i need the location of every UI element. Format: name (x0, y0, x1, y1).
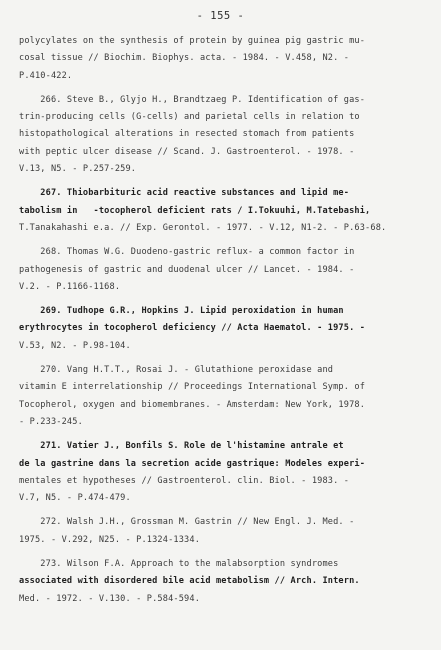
text-line: de la gastrine dans la secretion acide gastrique: Modeles experi- (19, 458, 366, 469)
reference-272-line: 272. Walsh J.H., Grossman M. Gastrin // New Engl. J. Med. - (19, 517, 355, 528)
text-line: Med. - 1972. - V.130. - P.584-594. (19, 593, 201, 604)
text-line: pathogenesis of gastric and duodenal ulcer // Lancet. - 1984. - (19, 264, 355, 275)
text-line: mentales et hypotheses // Gastroenterol. clin. Biol. - 1983. - (19, 475, 350, 486)
text-line: P.410-422. (19, 70, 73, 81)
text-line: 1975. - V.292, N25. - P.1324-1334. (19, 534, 201, 545)
text-line: V.13, N5. - P.257-259. (19, 164, 137, 175)
text-line: associated with disordered bile acid metabolism // Arch. Intern. (19, 576, 360, 587)
reference-list (19, 33, 433, 608)
text-line: with peptic ulcer disease // Scand. J. Gastroenterol. - 1978. - (19, 146, 355, 157)
text-line: cosal tissue // Biochim. Biophys. acta. - 1984. - V.458, N2. - (19, 53, 350, 64)
text-line: - P.233-245. (19, 416, 83, 427)
text-line: histopathological alterations in resected stomach from patients (19, 129, 355, 140)
text-line: V.53, N2. - P.98-104. (19, 340, 131, 351)
text-line: tabolism in -tocopherol deficient rats / I.Tokuuhi, M.Tatebashi, (19, 205, 371, 216)
reference-273-line: 273. Wilson F.A. Approach to the malabsorption syndromes (19, 559, 339, 570)
reference-270-line: 270. Vang H.T.T., Rosai J. - Glutathione peroxidase and (19, 365, 334, 376)
reference-271-line: 271. Vatier J., Bonfils S. Role de l'histamine antrale et (19, 441, 344, 452)
text-line: vitamin E interrelationship // Proceedings International Symp. of (19, 382, 366, 393)
text-line: T.Tanakahashi e.a. // Exp. Gerontol. - 1977. - V.12, N1-2. - P.63-68. (19, 222, 387, 233)
reference-267-line: 267. Thiobarbituric acid reactive substances and lipid me- (19, 188, 350, 199)
text-line: V.2. - P.1166-1168. (19, 281, 121, 292)
page-number: - 155 - (196, 10, 245, 22)
reference-266-line: 266. Steve B., Glyjo H., Brandtzaeg P. Identification of gas- (19, 94, 366, 105)
text-line: V.7, N5. - P.474-479. (19, 493, 131, 504)
text-line: Tocopherol, oxygen and biomembranes. - Amsterdam: New York, 1978. (19, 399, 366, 410)
text-line: polycylates on the synthesis of protein by guinea pig gastric mu- (19, 36, 366, 46)
text-line: trin-producing cells (G-cells) and parietal cells in relation to (19, 112, 360, 123)
text-line: erythrocytes in tocopherol deficiency // Acta Haematol. - 1975. - (19, 323, 366, 334)
reference-269-line: 269. Tudhope G.R., Hopkins J. Lipid peroxidation in human (19, 306, 344, 317)
reference-268-line: 268. Thomas W.G. Duodeno-gastric reflux- a common factor in (19, 247, 355, 258)
